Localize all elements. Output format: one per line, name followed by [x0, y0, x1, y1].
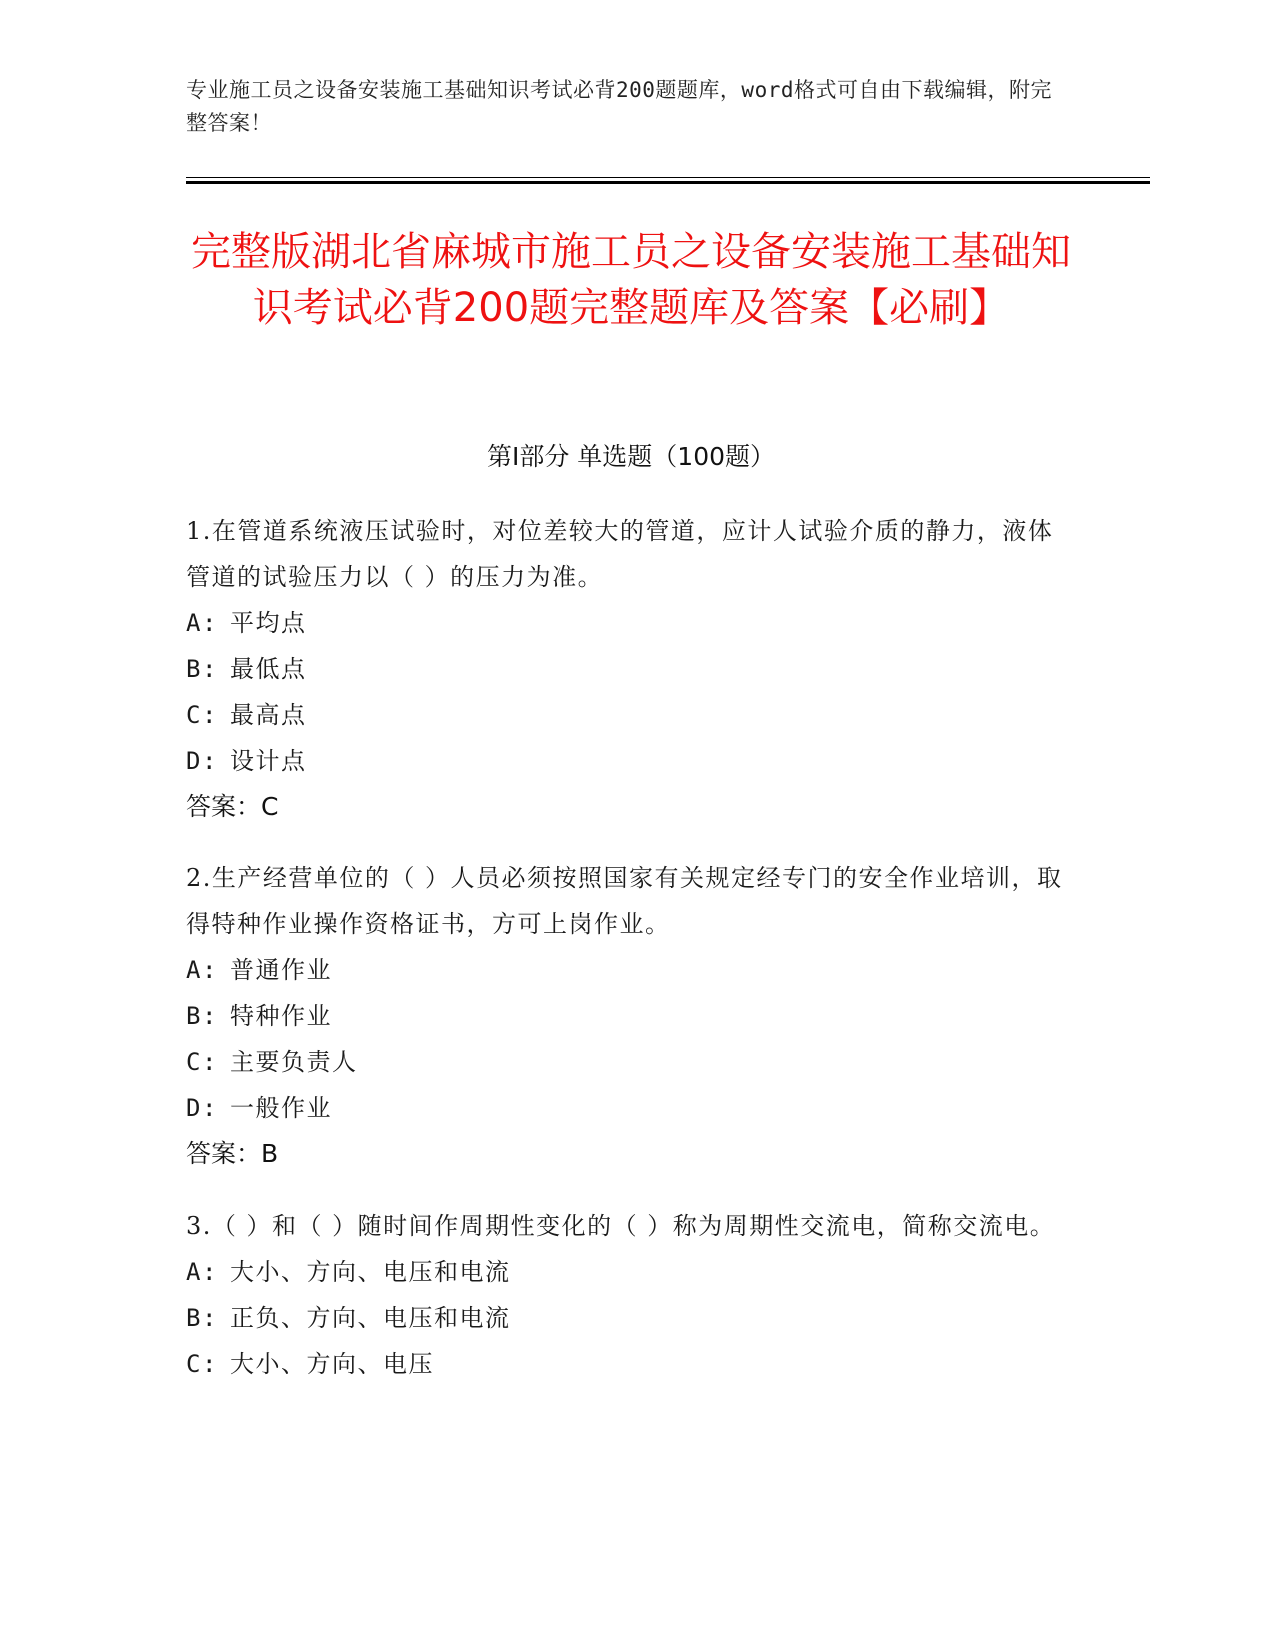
answer-option: [186, 1085, 1076, 1131]
answer-option: [186, 1295, 1076, 1341]
answer-option: [186, 1039, 1076, 1085]
answer-option: [186, 692, 1076, 738]
option-letter: B:: [186, 1002, 218, 1030]
option-text: 设计点: [230, 747, 307, 775]
header-divider-thin: [186, 177, 1150, 178]
question-item: [186, 508, 1076, 830]
header-note: 专业施工员之设备安装施工基础知识考试必背200题题库，word格式可自由下载编辑，附完整答案！: [186, 78, 1052, 135]
option-letter: C:: [186, 1048, 218, 1076]
option-text: 大小、方向、电压: [230, 1350, 434, 1378]
document-title: 完整版湖北省麻城市施工员之设备安装施工基础知识考试必背200题完整题库及答案【必刷】: [191, 229, 1071, 331]
answer-option: [186, 646, 1076, 692]
answer-option: [186, 993, 1076, 1039]
option-text: 平均点: [230, 609, 307, 637]
option-text: 大小、方向、电压和电流: [230, 1258, 511, 1286]
question-stem: 1.在管道系统液压试验时，对位差较大的管道，应计人试验介质的静力，液体管道的试验压力以（ ）的压力为准。: [186, 517, 1054, 591]
question-item: [186, 855, 1076, 1177]
option-text: 正负、方向、电压和电流: [230, 1304, 511, 1332]
question-stem: 2.生产经营单位的（ ）人员必须按照国家有关规定经专门的安全作业培训，取得特种作业操作资格证书，方可上岗作业。: [186, 864, 1063, 938]
option-letter: A:: [186, 1258, 218, 1286]
option-letter: D:: [186, 1094, 218, 1122]
answer-option: [186, 738, 1076, 784]
answer-option: [186, 947, 1076, 993]
answer-option: [186, 1249, 1076, 1295]
option-letter: C:: [186, 1350, 218, 1378]
answer-option: [186, 600, 1076, 646]
option-letter: D:: [186, 747, 218, 775]
question-item: [186, 1203, 1076, 1387]
section-title: 第Ⅰ部分 单选题（100题）: [486, 442, 776, 471]
option-text: 特种作业: [230, 1002, 332, 1030]
option-text: 最高点: [230, 701, 307, 729]
option-letter: A:: [186, 609, 218, 637]
option-letter: B:: [186, 655, 218, 683]
header-divider-thick: [186, 181, 1150, 184]
option-text: 最低点: [230, 655, 307, 683]
answer-option: [186, 1341, 1076, 1387]
option-text: 普通作业: [230, 956, 332, 984]
option-letter: A:: [186, 956, 218, 984]
option-letter: B:: [186, 1304, 218, 1332]
option-text: 主要负责人: [230, 1048, 358, 1076]
question-stem: 3.（ ）和（ ）随时间作周期性变化的（ ）称为周期性交流电，简称交流电。: [186, 1212, 1056, 1240]
option-letter: C:: [186, 701, 218, 729]
option-text: 一般作业: [230, 1094, 332, 1122]
question-answer: 答案：C: [186, 792, 279, 821]
question-answer: 答案：B: [186, 1139, 279, 1168]
